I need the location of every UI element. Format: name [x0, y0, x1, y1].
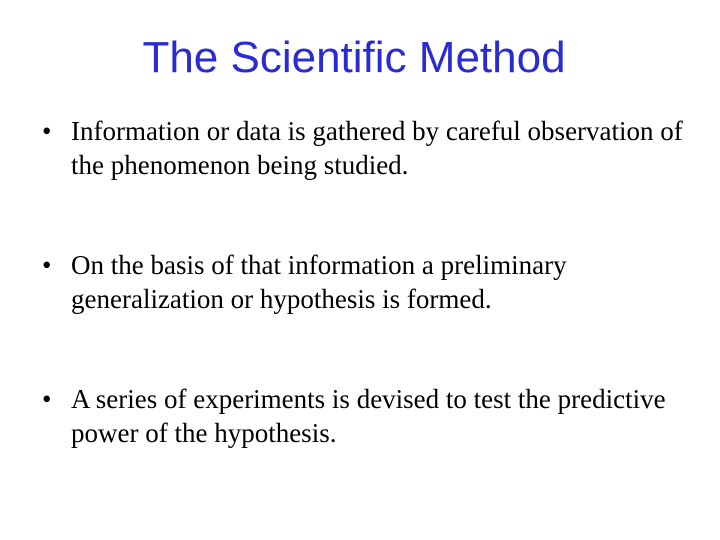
bullet-text: A series of experiments is devised to test the predictive power of the hypothesis. — [71, 384, 666, 448]
bullet-icon: • — [42, 384, 52, 414]
bullet-text: On the basis of that information a preliminary generalization or hypothesis is formed. — [71, 250, 567, 314]
bullet-item-1 — [40, 114, 700, 182]
bullet-text: Information or data is gathered by careful observation of the phenomenon being studied. — [71, 116, 683, 180]
bullet-list — [40, 114, 700, 450]
bullet-icon: • — [42, 250, 52, 280]
bullet-icon: • — [42, 116, 52, 146]
bullet-item-3 — [40, 382, 700, 450]
bullet-item-2 — [40, 248, 700, 316]
slide-title: The Scientific Method — [142, 33, 566, 82]
